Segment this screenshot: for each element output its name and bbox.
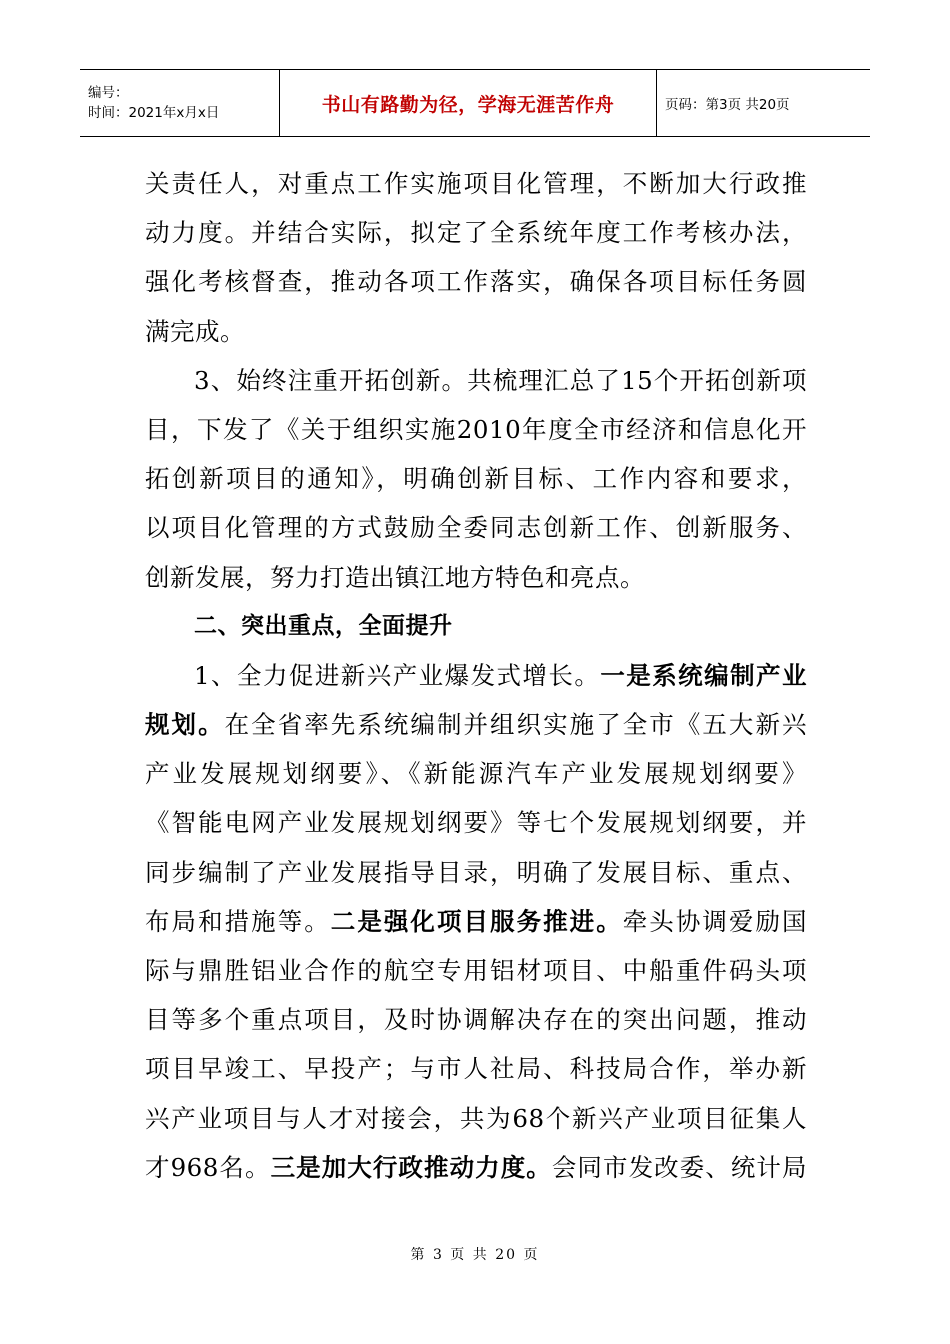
date-text: 时间：2021年x月x日 [88,105,220,121]
body-line [145,1143,807,1192]
body-line: 强化考核督查，推动各项工作落实，确保各项目标任务圆 [145,267,807,297]
body-text: 布局和措施等。 [145,906,331,936]
body-line [145,651,807,700]
body-line: 3、始终注重开拓创新。共梳理汇总了15个开拓创新项 [194,365,807,395]
body-line: 同步编制了产业发展指导目录，明确了发展目标、重点、 [145,857,807,887]
body-text: 1、全力促进新兴产业爆发式增长。 [194,660,601,690]
bold-phrase: 一是系统编制产业 [600,660,807,690]
body-line: 关责任人，对重点工作实施项目化管理，不断加大行政推 [145,169,807,198]
body-line: 拓创新项目的通知》，明确创新目标、工作内容和要求， [145,464,807,494]
body-line: 目等多个重点项目，及时协调解决存在的突出问题，推动 [145,1005,807,1035]
header-motto [280,70,657,136]
body-line [145,897,807,946]
serial-label: 编号： [88,85,129,101]
page-header [80,69,870,137]
body-text: 在全省率先系统编制并组织实施了全市《五大新兴 [224,710,807,740]
body-text: 才968名。 [145,1152,271,1182]
body-line: 《智能电网产业发展规划纲要》等七个发展规划纲要，并 [145,808,807,838]
body-line: 兴产业项目与人才对接会，共为68个新兴产业项目征集人 [145,1103,807,1133]
body-line: 满完成。 [145,316,245,346]
body-line: 目，下发了《关于组织实施2010年度全市经济和信息化开 [145,414,807,444]
body-line [145,700,807,749]
page-code-text: 页码：第3页 共20页 [665,97,790,113]
body-line: 际与鼎胜铝业合作的航空专用铝材项目、中船重件码头项 [145,956,807,985]
bold-phrase: 二是强化项目服务推进。 [330,906,623,936]
body-line: 产业发展规划纲要》、《新能源汽车产业发展规划纲要》 [145,759,807,789]
body-line: 以项目化管理的方式鼓励全委同志创新工作、创新服务、 [145,513,807,543]
body-line: 项目早竣工、早投产；与市人社局、科技局合作，举办新 [145,1054,807,1084]
header-page-code [657,70,870,136]
body-text: 会同市发改委、统计局 [551,1152,808,1182]
body-line: 创新发展，努力打造出镇江地方特色和亮点。 [145,562,645,592]
bold-phrase: 三是加大行政推动力度。 [270,1152,552,1182]
bold-phrase: 规划。 [145,710,225,740]
motto-text: 书山有路勤为径，学海无涯苦作舟 [321,93,615,116]
page-footer: 第 3 页 共 20 页 [410,1247,540,1263]
body-text: 牵头协调爱励国 [622,906,808,936]
header-meta [80,70,280,136]
document-body [145,159,807,1192]
body-line: 动力度。并结合实际，拟定了全系统年度工作考核办法， [145,218,807,248]
section-heading: 二、突出重点，全面提升 [194,612,453,639]
